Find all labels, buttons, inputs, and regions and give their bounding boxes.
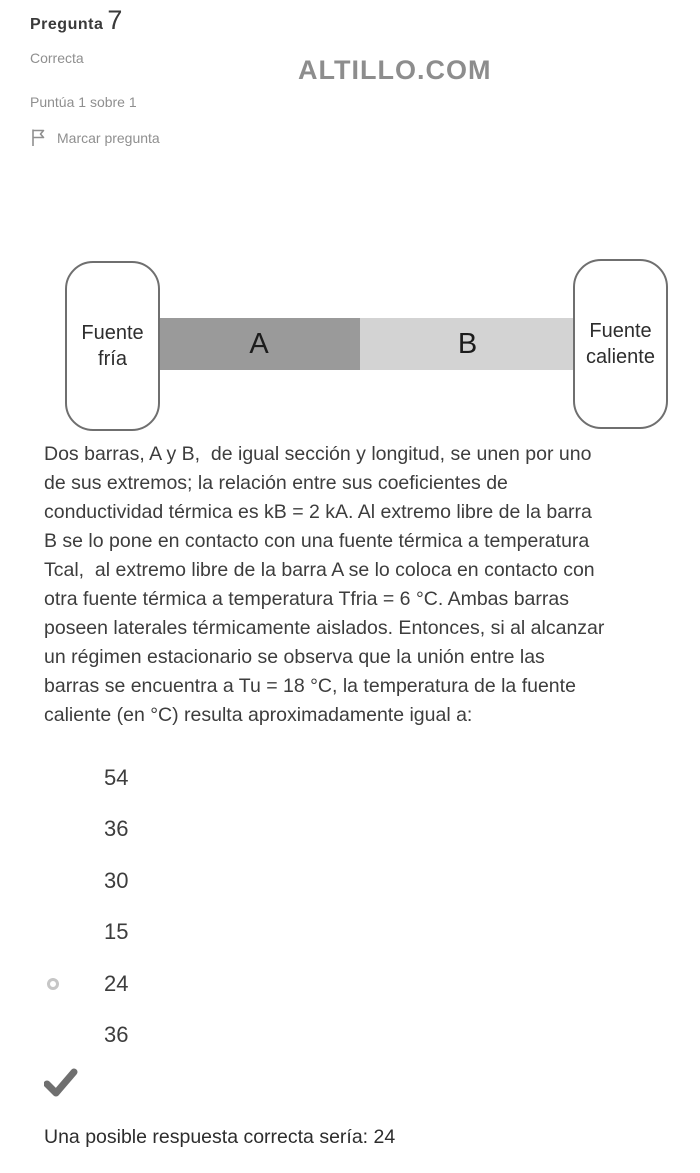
answer-option-label[interactable]: 15 xyxy=(104,919,129,945)
flag-question-link[interactable] xyxy=(30,128,160,147)
question-text-line: otra fuente térmica a temperatura Tfria = 6 °C. Ambas barras xyxy=(44,588,569,610)
answer-option-label[interactable]: 24 xyxy=(104,970,129,996)
hot-source-label-line2: caliente xyxy=(586,346,655,368)
question-text-line: Dos barras, A y B, de igual sección y longitud, se unen por uno xyxy=(44,443,592,465)
watermark: ALTILLO.COM xyxy=(298,55,492,85)
flag-question-label: Marcar pregunta xyxy=(57,129,160,146)
correct-answer-feedback: Una posible respuesta correcta sería: 24 xyxy=(44,1126,396,1148)
flag-icon xyxy=(30,128,47,147)
question-text-line: un régimen estacionario se observa que la unión entre las xyxy=(44,646,545,668)
answer-option-row xyxy=(0,1010,700,1062)
answer-options xyxy=(0,752,700,1061)
question-label: Pregunta xyxy=(30,16,104,33)
answer-option-label[interactable]: 30 xyxy=(104,867,129,893)
answer-option-row xyxy=(0,907,700,959)
bar-a-label: A xyxy=(249,327,269,360)
radio-button-selected-answer[interactable] xyxy=(47,978,59,990)
answer-option-row xyxy=(0,804,700,856)
question-text-line: poseen laterales térmicamente aislados. Entonces, si al alcanzar xyxy=(44,617,605,639)
question-title xyxy=(30,5,122,36)
check-icon xyxy=(44,1068,78,1103)
heat-conduction-diagram xyxy=(0,255,700,435)
question-grade: Puntúa 1 sobre 1 xyxy=(30,94,137,110)
question-text-line: B se lo pone en contacto con una fuente térmica a temperatura xyxy=(44,530,590,552)
question-text-line: Tcal, al extremo libre de la barra A se lo coloca en contacto con xyxy=(44,559,595,581)
answer-option-row-selected xyxy=(0,958,700,1010)
question-text-line: de sus extremos; la relación entre sus coeficientes de xyxy=(44,472,508,494)
cold-source-label-line1: Fuente xyxy=(81,322,144,344)
answer-option-label[interactable]: 36 xyxy=(104,816,129,842)
question-number: 7 xyxy=(107,5,123,35)
cold-source-label-line2: fría xyxy=(98,348,127,370)
question-text-line: barras se encuentra a Tu = 18 °C, la temperatura de la fuente xyxy=(44,675,576,697)
question-text-line: caliente (en °C) resulta aproximadamente igual a: xyxy=(44,704,473,726)
answer-option-label[interactable]: 54 xyxy=(104,764,129,790)
question-state: Correcta xyxy=(30,50,84,66)
hot-source-box xyxy=(573,259,668,429)
bar-b-label: B xyxy=(457,327,478,360)
question-text-line: conductividad térmica es kB = 2 kA. Al extremo libre de la barra xyxy=(44,501,592,523)
hot-source-label-line1: Fuente xyxy=(589,320,652,342)
answer-option-row xyxy=(0,855,700,907)
bar-a xyxy=(158,318,360,370)
cold-source-box xyxy=(65,261,160,431)
answer-option-row xyxy=(0,752,700,804)
bar-b xyxy=(360,318,575,370)
answer-option-label[interactable]: 36 xyxy=(104,1022,129,1048)
question-text xyxy=(44,440,684,730)
